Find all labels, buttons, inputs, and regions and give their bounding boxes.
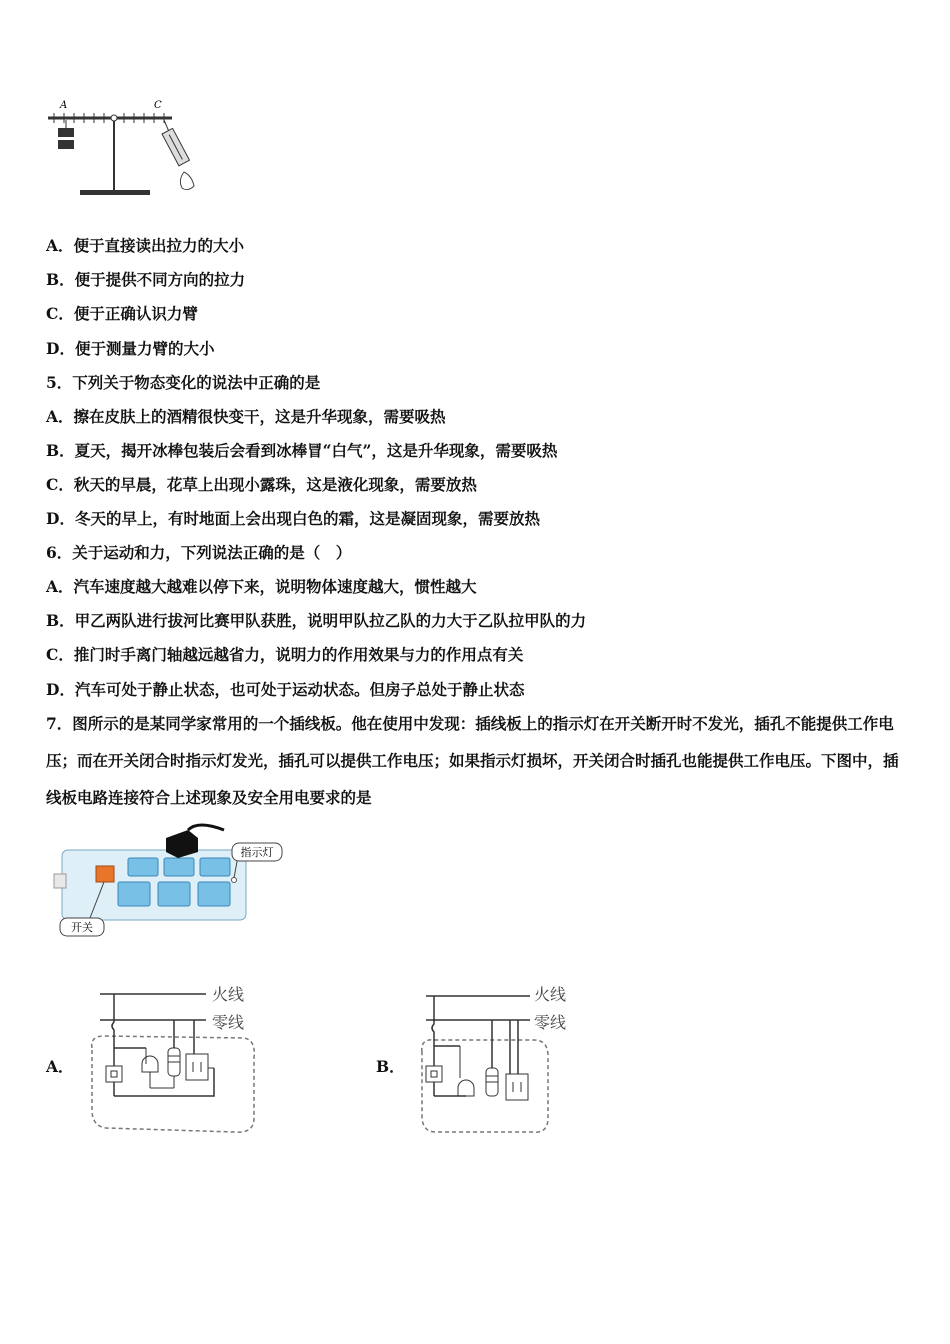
q7-stem: 7．图所示的是某同学家常用的一个插线板。他在使用中发现：插线板上的指示灯在开关断开时不发光，插孔不能提供工作电压；而在开关闭合时指示灯发光，插孔可以提供工作电压；如果指示灯损坏，开关闭合时插孔也能提供工作电压。下图中，插线板电路连接符合上述现象及安全用电要求的是 — [46, 714, 899, 807]
q4-option-c: C．便于正确认识力臂 — [46, 304, 198, 323]
q4-option-a: A．便于直接读出拉力的大小 — [46, 236, 245, 255]
switch-label: 开关 — [71, 921, 93, 934]
circuit-a-live: 火线 — [212, 985, 245, 1004]
circuit-b-label: B． — [376, 1057, 405, 1076]
q6-option-c: C．推门时手离门轴越远越省力，说明力的作用效果与力的作用点有关 — [46, 645, 524, 664]
circuit-b — [414, 978, 594, 1138]
q5-option-b: B．夏天，揭开冰棒包装后会看到冰棒冒“白气”，这是升华现象，需要吸热 — [46, 441, 558, 460]
circuit-b-live: 火线 — [534, 985, 567, 1004]
circuit-b-neutral: 零线 — [534, 1013, 567, 1032]
power-strip-figure — [48, 822, 288, 942]
circuit-a — [84, 978, 264, 1138]
lever-figure — [44, 98, 216, 204]
q5-stem: 5．下列关于物态变化的说法中正确的是 — [46, 373, 321, 392]
circuit-a-neutral: 零线 — [212, 1013, 245, 1032]
label-c: C — [154, 100, 162, 111]
q6-stem: 6．关于运动和力，下列说法正确的是（ ） — [46, 543, 352, 562]
q5-option-a: A．擦在皮肤上的酒精很快变干，这是升华现象，需要吸热 — [46, 407, 446, 426]
q6-option-b: B．甲乙两队进行拔河比赛甲队获胜，说明甲队拉乙队的力大于乙队拉甲队的力 — [46, 611, 587, 630]
q4-option-d: D．便于测量力臂的大小 — [46, 339, 215, 358]
q6-option-a: A．汽车速度越大越难以停下来，说明物体速度越大，惯性越大 — [46, 577, 477, 596]
indicator-label: 指示灯 — [240, 846, 274, 859]
q6-option-d: D．汽车可处于静止状态，也可处于运动状态。但房子总处于静止状态 — [46, 680, 525, 699]
q5-option-d: D．冬天的早上，有时地面上会出现白色的霜，这是凝固现象，需要放热 — [46, 509, 540, 528]
circuit-a-label: A． — [46, 1057, 74, 1076]
q5-option-c: C．秋天的早晨，花草上出现小露珠，这是液化现象，需要放热 — [46, 475, 477, 494]
label-a: A — [60, 100, 68, 111]
q4-option-b: B．便于提供不同方向的拉力 — [46, 270, 246, 289]
